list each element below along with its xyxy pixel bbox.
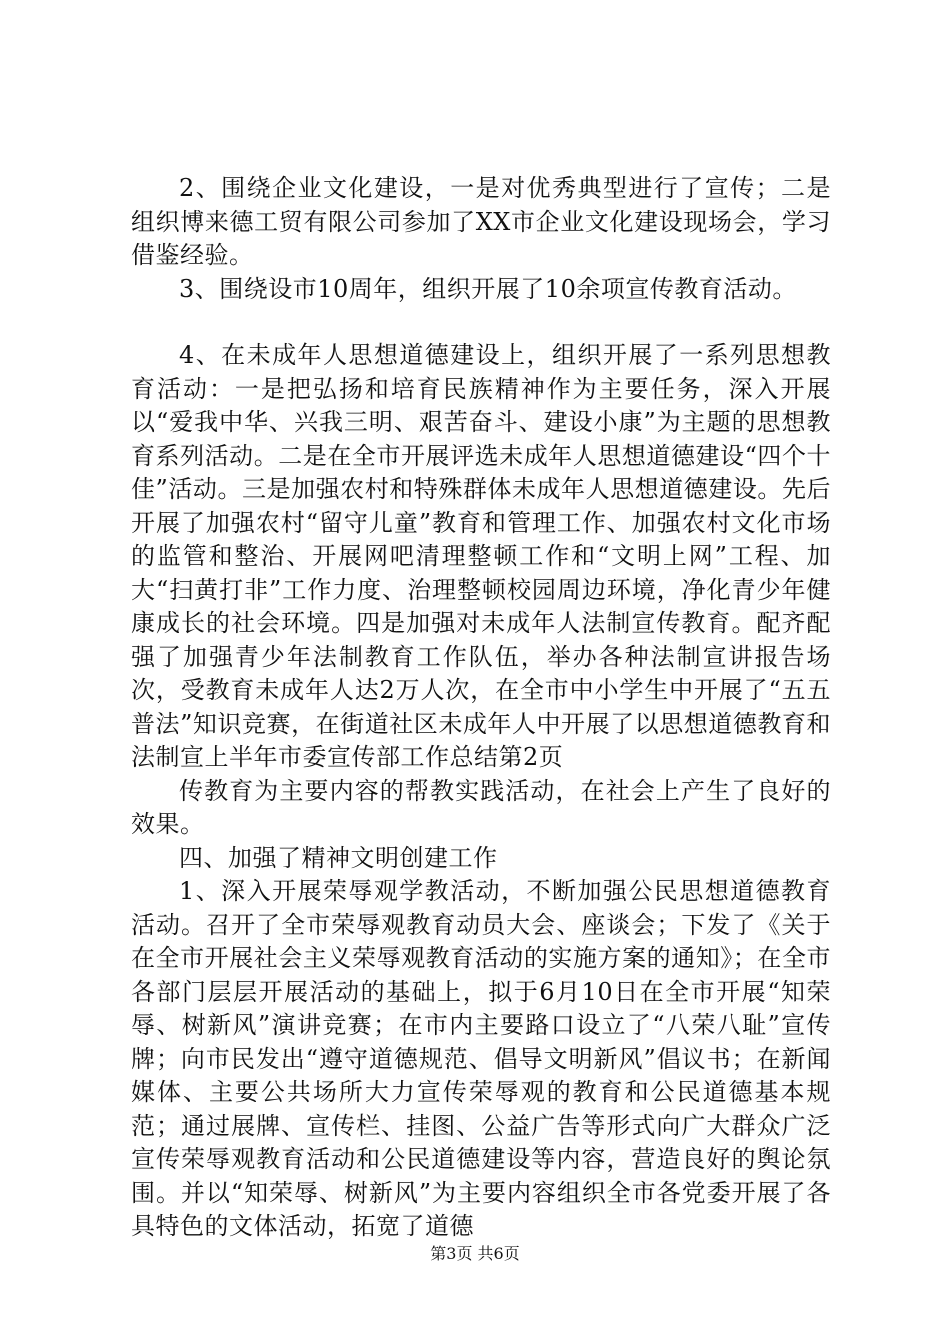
paragraph-city-anniversary: 3、围绕设市10周年，组织开展了10余项宣传教育活动。	[179, 274, 797, 303]
paragraph-minors-moral-education: 4、在未成年人思想道德建设上，组织开展了一系列思想教育活动：一是把弘扬和培育民族精神作为主要任务，深入开展以“爱我中华、兴我三明、艰苦奋斗、建设小康”为主题的思想教育系列活动。二是在全市开展评选未成年人思想道德建设“四个十佳”活动。三是加强农村和特殊群体未成年人思想道德建设。先后开展了加强农村“留守儿童”教育和管理工作、加强农村文化市场的监管和整治、开展网吧清理整顿工作和“文明上网”工程、加大“扫黄打非”工作力度、治理整顿校园周边环境，净化青少年健康成长的社会环境。四是加强对未成年人法制宣传教育。配齐配强了加强青少年法制教育工作队伍，举办各种法制宣讲报告场次，受教育未成年人达2万人次，在全市中小学生中开展了“五五普法”知识竞赛，在街道社区未成年人中开展了以思想道德教育和法制宣上半年市委宣传部工作总结第2页	[131, 341, 831, 771]
paragraph-continuation: 传教育为主要内容的帮教实践活动，在社会上产生了良好的效果。	[131, 776, 831, 838]
page-footer: 第3页 共6页	[430, 1244, 520, 1263]
document-body	[131, 172, 831, 1244]
paragraph-honor-disgrace-campaign: 1、深入开展荣辱观学教活动，不断加强公民思想道德教育活动。召开了全市荣辱观教育动员大会、座谈会；下发了《关于在全市开展社会主义荣辱观教育活动的实施方案的通知》；在全市各部门层层开展活动的基础上，拟于6月10日在全市开展“知荣辱、树新风”演讲竞赛；在市内主要路口设立了“八荣八耻”宣传牌；向市民发出“遵守道德规范、倡导文明新风”倡议书；在新闻媒体、主要公共场所大力宣传荣辱观的教育和公民道德基本规范；通过展牌、宣传栏、挂图、公益广告等形式向广大群众广泛宣传荣辱观教育活动和公民道德建设等内容，营造良好的舆论氛围。并以“知荣辱、树新风”为主要内容组织全市各党委开展了各具特色的文体活动，拓宽了道德	[131, 877, 831, 1240]
paragraph-corporate-culture: 2、围绕企业文化建设，一是对优秀典型进行了宣传；二是组织博来德工贸有限公司参加了XX市企业文化建设现场会，学习借鉴经验。	[131, 174, 831, 269]
section-heading-spiritual-civilization: 四、加强了精神文明创建工作	[179, 843, 498, 872]
